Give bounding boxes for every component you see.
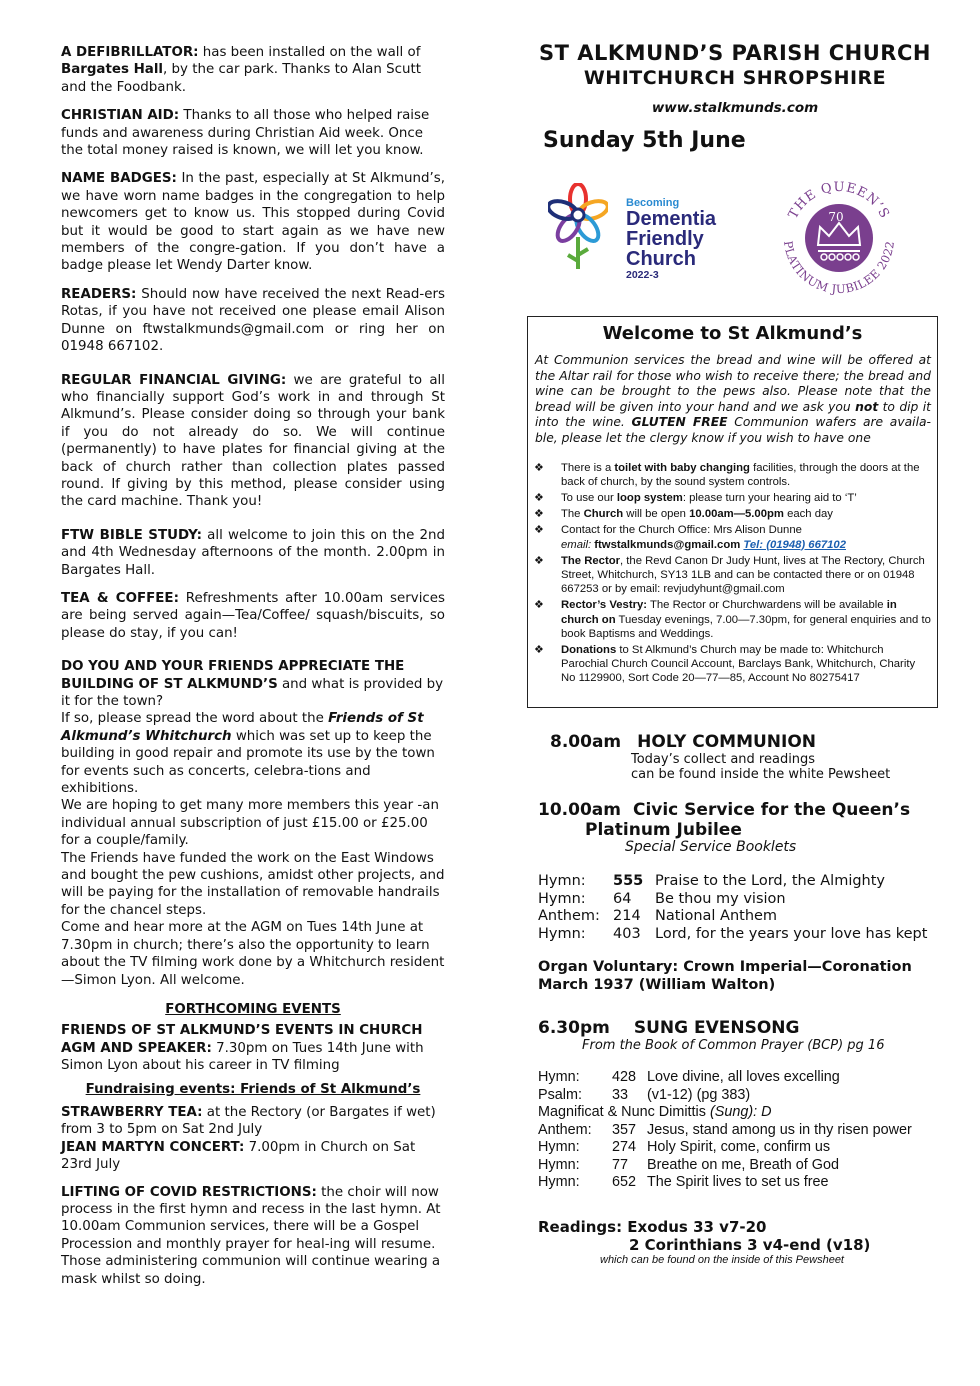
dementia-friendly-logo: Becoming Dementia Friendly Church 2022-3	[548, 183, 738, 273]
evensong-kind: Anthem:	[538, 1121, 592, 1138]
magnificat-line: Magnificat & Nunc Dimittis (Sung): D	[538, 1104, 772, 1120]
list-item: ❖ There is a toilet with baby changing facilities, through the doors at the back of church, by the sound system controls.	[534, 461, 920, 488]
hymn-title: Be thou my vision	[655, 890, 786, 907]
hymn-row	[538, 891, 938, 909]
organ-voluntary: Organ Voluntary: Crown Imperial—Coronation March 1937 (William Walton)	[538, 959, 912, 993]
evensong-title: The Spirit lives to set us free	[647, 1174, 829, 1190]
hymn-row	[538, 908, 938, 926]
evensong-row	[538, 1087, 938, 1105]
notice-tea-coffee: TEA & COFFEE: Refreshments after 10.00am services are being served again—Tea/Coffee/ squash/biscuits, so please do stay, if you can!	[61, 590, 445, 641]
evensong-row	[538, 1174, 938, 1192]
hymn-kind: Hymn:	[538, 925, 586, 942]
right-header	[530, 40, 940, 303]
evensong-title: Holy Spirit, come, confirm us	[647, 1139, 831, 1155]
notice-covid: LIFTING OF COVID RESTRICTIONS: the choir will now process in the first hymn and recess in the last hymn. At 10.00am Communion services, there will be a Gospel Procession and monthly prayer for heal-ing will resume. Those administering communion will continue wearing a mask whilst so doing.	[61, 1184, 441, 1287]
notice-defibrillator: A DEFIBRILLATOR: has been installed on the wall of Bargates Hall, by the car park. Thanks to Alan Scutt and the Foodbank.	[61, 45, 421, 95]
diamond-bullet-icon: ❖	[534, 461, 544, 474]
notice-christian-aid: CHRISTIAN AID: Thanks to all those who helped raise funds and awareness during Christian Aid week. Once the total money raised is known, we will let you know.	[61, 108, 430, 159]
evensong-number: 33	[612, 1086, 629, 1103]
readings: Readings: Exodus 33 v7-20 2 Corinthians 3 v4-end (v18) which can be found on the inside of this Pewsheet	[538, 1217, 871, 1266]
welcome-title: Welcome to St Alkmund’s	[602, 323, 863, 344]
hymn-number: 64	[613, 890, 632, 907]
hymn-row	[538, 926, 938, 944]
notice-friends-events: FRIENDS OF ST ALKMUND’S EVENTS IN CHURCH AGM AND SPEAKER: 7.30pm on Tues 14th June with Simon Lyon about his career in TV filming	[61, 1023, 424, 1074]
diamond-bullet-icon: ❖	[534, 644, 544, 656]
diamond-bullet-icon: ❖	[534, 491, 544, 504]
svg-text:70: 70	[828, 210, 844, 224]
list-item: ❖ Donations to St Alkmund’s Church may be made to: Whitchurch Parochial Church Council Account, Barclays Bank, Whitchurch, Charity No 1129900, Sort Code 20—77—85, Account No 80275417	[534, 644, 916, 685]
evensong-title: Jesus, stand among us in thy risen power	[647, 1121, 912, 1138]
evensong-kind: Psalm:	[538, 1086, 582, 1103]
logos-row	[530, 163, 940, 303]
notice-friends: DO YOU AND YOUR FRIENDS APPRECIATE THE BUILDING OF ST ALKMUND’S and what is provided by it for the town? If so, please spread the word about the Friends of St Alkmund’s Whitchurch which was set up to keep the building in good repair and promote its use by the town for events such as concerts, celebra-tions and exhibitions. We are hoping to get many more members this year -an individual annual subscription of just £15.00 or £25.00 for a couple/family. The Friends have funded the work on the East Windows and bought the pew cushions, amidst other projects, and will be paying for the installation of removable handrails for the chancel steps. Come and hear more at the AGM on Tues 14th June at 7.30pm in church; there’s also the opportunity to learn about the TV filming work done by a Whitchurch resident—Simon Lyon. All welcome.	[61, 659, 445, 988]
list-item: ❖ The Church will be open 10.00am—5.00pm each day	[534, 508, 833, 521]
notice-bible-study: FTW BIBLE STUDY: all welcome to join this on the 2nd and 4th Wednesday afternoons of the month. 2.00pm in Bargates Hall.	[61, 527, 445, 578]
hymn-title: National Anthem	[655, 908, 778, 924]
email-link[interactable]: ftwstalkmunds@gmail.com	[594, 538, 741, 551]
evensong-list	[538, 1069, 938, 1192]
hymn-title: Praise to the Lord, the Almighty	[655, 873, 886, 889]
hymn-title: Lord, for the years your love has kept	[655, 925, 928, 942]
evensong-number: 652	[612, 1174, 637, 1190]
church-subtitle: WHITCHURCH SHROPSHIRE	[583, 67, 887, 89]
evensong-kind: Hymn:	[538, 1069, 580, 1085]
welcome-bullets	[528, 461, 937, 686]
platinum-jubilee-emblem	[774, 173, 904, 303]
evensong-row	[538, 1139, 938, 1157]
service-civic: 10.00am Civic Service for the Queen’s Platinum Jubilee Special Service Booklets	[538, 800, 911, 855]
evensong-number: 428	[612, 1069, 637, 1085]
diamond-bullet-icon: ❖	[534, 599, 544, 612]
evensong-number: 274	[612, 1139, 637, 1155]
welcome-intro: At Communion services the bread and wine will be offered at the Altar rail for those who wish to receive there; the bread and wine can be brought to the pews also. Please note that the bread will be given into your hand and we ask you not to dip it into the wine. GLUTEN FREE Communion wafers are availa-ble, please let the clergy know if you wish to have one	[535, 353, 931, 445]
svg-text:THE QUEEN’S: THE QUEEN’S	[785, 179, 893, 222]
fundraising-heading: Fundraising events: Friends of St Alkmund’s	[85, 1081, 421, 1097]
left-column	[61, 44, 445, 1299]
evensong-row	[538, 1069, 938, 1087]
civic-hymn-list	[538, 873, 938, 943]
notice-readers: READERS: Should now have received the next Read-ers Rotas, if you have not received one please email Alison Dunne on ftwstalkmunds@gmail.com or ring her on 01948 667102.	[61, 286, 445, 355]
church-title: ST ALKMUND’S PARISH CHURCH	[539, 41, 931, 65]
hymn-number: 403	[613, 925, 641, 942]
welcome-box	[527, 316, 938, 708]
evensong-title: Love divine, all loves excelling	[647, 1069, 840, 1085]
service-holy-communion: 8.00am HOLY COMMUNION Today’s collect and readings can be found inside the white Pewsheet	[550, 732, 891, 782]
phone-link[interactable]: Tel: (01948) 667102	[743, 538, 846, 551]
hymn-number: 555	[613, 873, 644, 889]
list-item: ❖ Contact for the Church Office: Mrs Alison Dunne email: ftwstalkmunds@gmail.com Tel: (01948) 667102	[534, 524, 846, 551]
diamond-bullet-icon: ❖	[534, 554, 544, 567]
notice-name-badges: NAME BADGES: In the past, especially at St Alkmund’s, we have worn name badges in the congregation to help newcomers get to know us. This stopped during Covid but it would be good to start again as we have new members of the congre-gation. If you don’t have a badge please let Wendy Darter know.	[61, 171, 445, 274]
diamond-bullet-icon: ❖	[534, 508, 544, 521]
forthcoming-events-heading: FORTHCOMING EVENTS	[165, 1001, 341, 1017]
evensong-title: Breathe on me, Breath of God	[647, 1156, 839, 1173]
hymn-kind: Hymn:	[538, 890, 586, 907]
svg-text:PLATINUM JUBILEE 2022: PLATINUM JUBILEE 2022	[780, 239, 898, 297]
evensong-kind: Hymn:	[538, 1174, 580, 1190]
evensong-row	[538, 1157, 938, 1175]
evensong-number: 77	[612, 1156, 629, 1173]
evensong-row	[538, 1122, 938, 1140]
services-section	[538, 732, 938, 1266]
evensong-kind: Hymn:	[538, 1156, 580, 1173]
hymn-kind: Anthem:	[538, 908, 600, 924]
evensong-number: 357	[612, 1121, 637, 1138]
notice-giving: REGULAR FINANCIAL GIVING: we are grateful to all who financially support God’s work in and through St Alkmund’s. Please consider doing so through your bank if you do not already do so. We will continue (permanently) to have plates for financial giving at the back of church rather than collection plates passed round. If giving by this method, please consider using the card machine. Thank you!	[61, 372, 446, 510]
hymn-row	[538, 873, 938, 891]
evensong-kind: Hymn:	[538, 1139, 580, 1155]
hymn-kind: Hymn:	[538, 873, 586, 889]
website-link[interactable]: www.stalkmunds.com	[651, 100, 819, 116]
notice-fundraising: STRAWBERRY TEA: at the Rectory (or Bargates if wet) from 3 to 5pm on Sat 2nd July JEAN MARTYN CONCERT: 7.00pm in Church on Sat 23rd July	[61, 1104, 436, 1173]
diamond-bullet-icon: ❖	[534, 524, 544, 537]
list-item: ❖ To use our loop system: please turn your hearing aid to ‘T’	[534, 491, 857, 504]
evensong-title: (v1-12) (pg 383)	[647, 1086, 751, 1103]
list-item: ❖ Rector’s Vestry: The Rector or Churchwardens will be available in church on Tuesday evenings, 7.00—7.30pm, for general enquiries and to book Baptisms and Weddings.	[534, 599, 931, 640]
service-date: Sunday 5th June	[543, 128, 746, 153]
list-item: ❖ The Rector, the Revd Canon Dr Judy Hunt, lives at The Rectory, Church Street, Whitchurch, SY13 1LB and can be contacted there or on 01948 667253 or by email: revjudyhunt@gmail.com	[534, 554, 925, 596]
flower-icon	[548, 183, 608, 273]
hymn-number: 214	[613, 908, 641, 924]
service-evensong: 6.30pm SUNG EVENSONG From the Book of Common Prayer (BCP) pg 16	[538, 1018, 885, 1053]
